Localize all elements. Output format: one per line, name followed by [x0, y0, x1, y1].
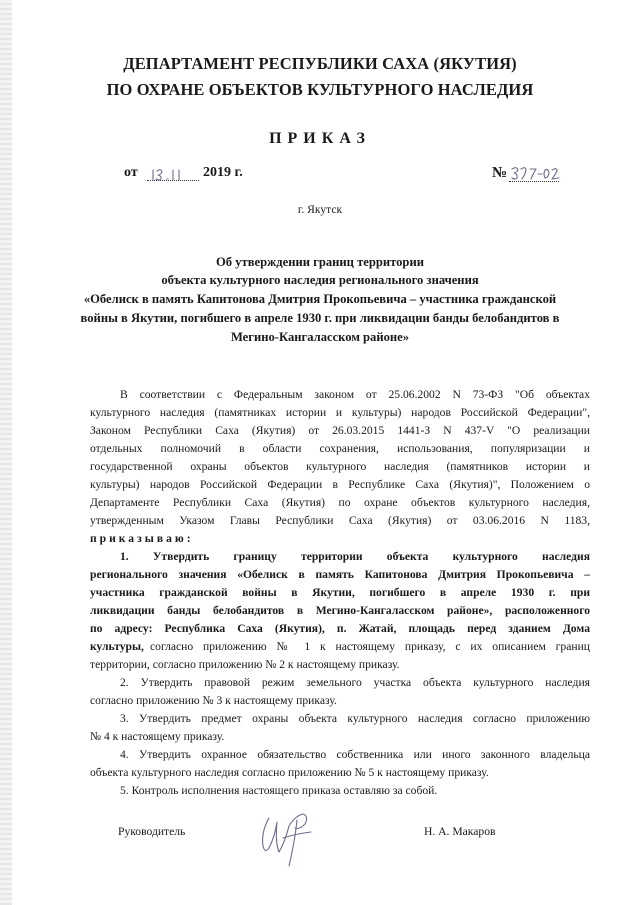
city: г. Якутск — [297, 203, 343, 216]
order-title: ПРИКАЗ — [269, 130, 371, 147]
subject-line2: объекта культурного наследия регионального значения — [161, 273, 479, 287]
preamble-line4: отдельных полномочий в области сохранения, использования, популяризации и — [90, 442, 590, 455]
item1-line3: участника гражданской войны в Якутии, погибшего в апреле 1930 г. при — [90, 586, 590, 599]
handwritten-order-number — [510, 165, 562, 182]
preamble-line6: культуры) народов Российской Федерации в Республике Саха (Якутия)", Положением о — [90, 478, 590, 491]
subject-line3: «Обелиск в память Капитонова Дмитрия Прокопьевича – участника гражданской — [83, 292, 557, 306]
signature-name: Н. А. Макаров — [424, 825, 496, 838]
item5-line1: 5. Контроль исполнения настоящего приказа оставляю за собой. — [120, 784, 438, 797]
preamble-line8: утвержденным Указом Главы Республики Саха (Якутия) от 03.06.2016 N 1183, — [90, 514, 590, 527]
item2-line1: 2. Утвердить правовой режим земельного участка объекта культурного наследия — [120, 676, 590, 689]
item4-line1: 4. Утвердить охранное обязательство собственника или иного законного владельца — [120, 748, 590, 761]
item1-line2: регионального значения «Обелиск в память Капитонова Дмитрия Прокопьевича – — [90, 568, 590, 581]
date-year: 2019 г. — [203, 165, 243, 180]
preamble-line1: В соответствии с Федеральным законом от 25.06.2002 N 73-ФЗ "Об объектах — [120, 388, 590, 401]
subject-line4: войны в Якутии, погибшего в апреле 1930 г. при ликвидации банды белобандитов в — [80, 311, 560, 325]
item1-line5: по адресу: Республика Саха (Якутия), п. Жатай, площадь перед зданием Дома — [90, 622, 590, 635]
signature-role: Руководитель — [118, 825, 186, 838]
item2-line2: согласно приложению № 3 к настоящему приказу. — [90, 694, 337, 707]
preamble-line5: государственной охраны объектов культурного наследия (памятников истории и — [90, 460, 590, 473]
item3-line1: 3. Утвердить предмет охраны объекта культурного наследия согласно приложению — [120, 712, 590, 725]
handwritten-date — [150, 166, 200, 182]
item1-line1: 1. Утвердить границу территории объекта культурного наследия — [120, 550, 590, 563]
item1-line7: территории, согласно приложению № 2 к настоящему приказу. — [90, 658, 400, 671]
preamble-line3: Законом Республики Саха (Якутия) от 26.03.2015 1441-З N 437-V "О реализации — [90, 424, 590, 437]
preamble-line7: Департаменте Республики Саха (Якутия) по охране объектов культурного наследия, — [90, 496, 590, 509]
item1-line4: ликвидации банды белобандитов в Мегино-Кангаласском районе», расположенного — [90, 604, 590, 617]
preamble-line2: культурного наследия (памятниках истории и культуры) народов Российской Федерации", — [90, 406, 590, 419]
department-title-line1: ДЕПАРТАМЕНТ РЕСПУБЛИКИ САХА (ЯКУТИЯ) — [123, 54, 517, 73]
subject-line5: Мегино-Кангаласском районе» — [230, 330, 410, 344]
item1-line6: согласно приложению № 1 к настоящему приказу, с их описанием границ — [150, 640, 590, 653]
item4-line2: объекта культурного наследия согласно приложению № 5 к настоящему приказу. — [90, 766, 489, 779]
item1-line6-bold: культуры, — [90, 640, 144, 653]
date-prefix: от — [124, 165, 138, 180]
item3-line2: № 4 к настоящему приказу. — [90, 730, 225, 743]
preamble-order-word: приказываю: — [90, 532, 194, 545]
subject-line1: Об утверждении границ территории — [216, 255, 424, 269]
department-title-line2: ПО ОХРАНЕ ОБЪЕКТОВ КУЛЬТУРНОГО НАСЛЕДИЯ — [106, 80, 534, 99]
handwritten-signature — [255, 808, 325, 870]
order-number-sign: № — [492, 165, 508, 181]
